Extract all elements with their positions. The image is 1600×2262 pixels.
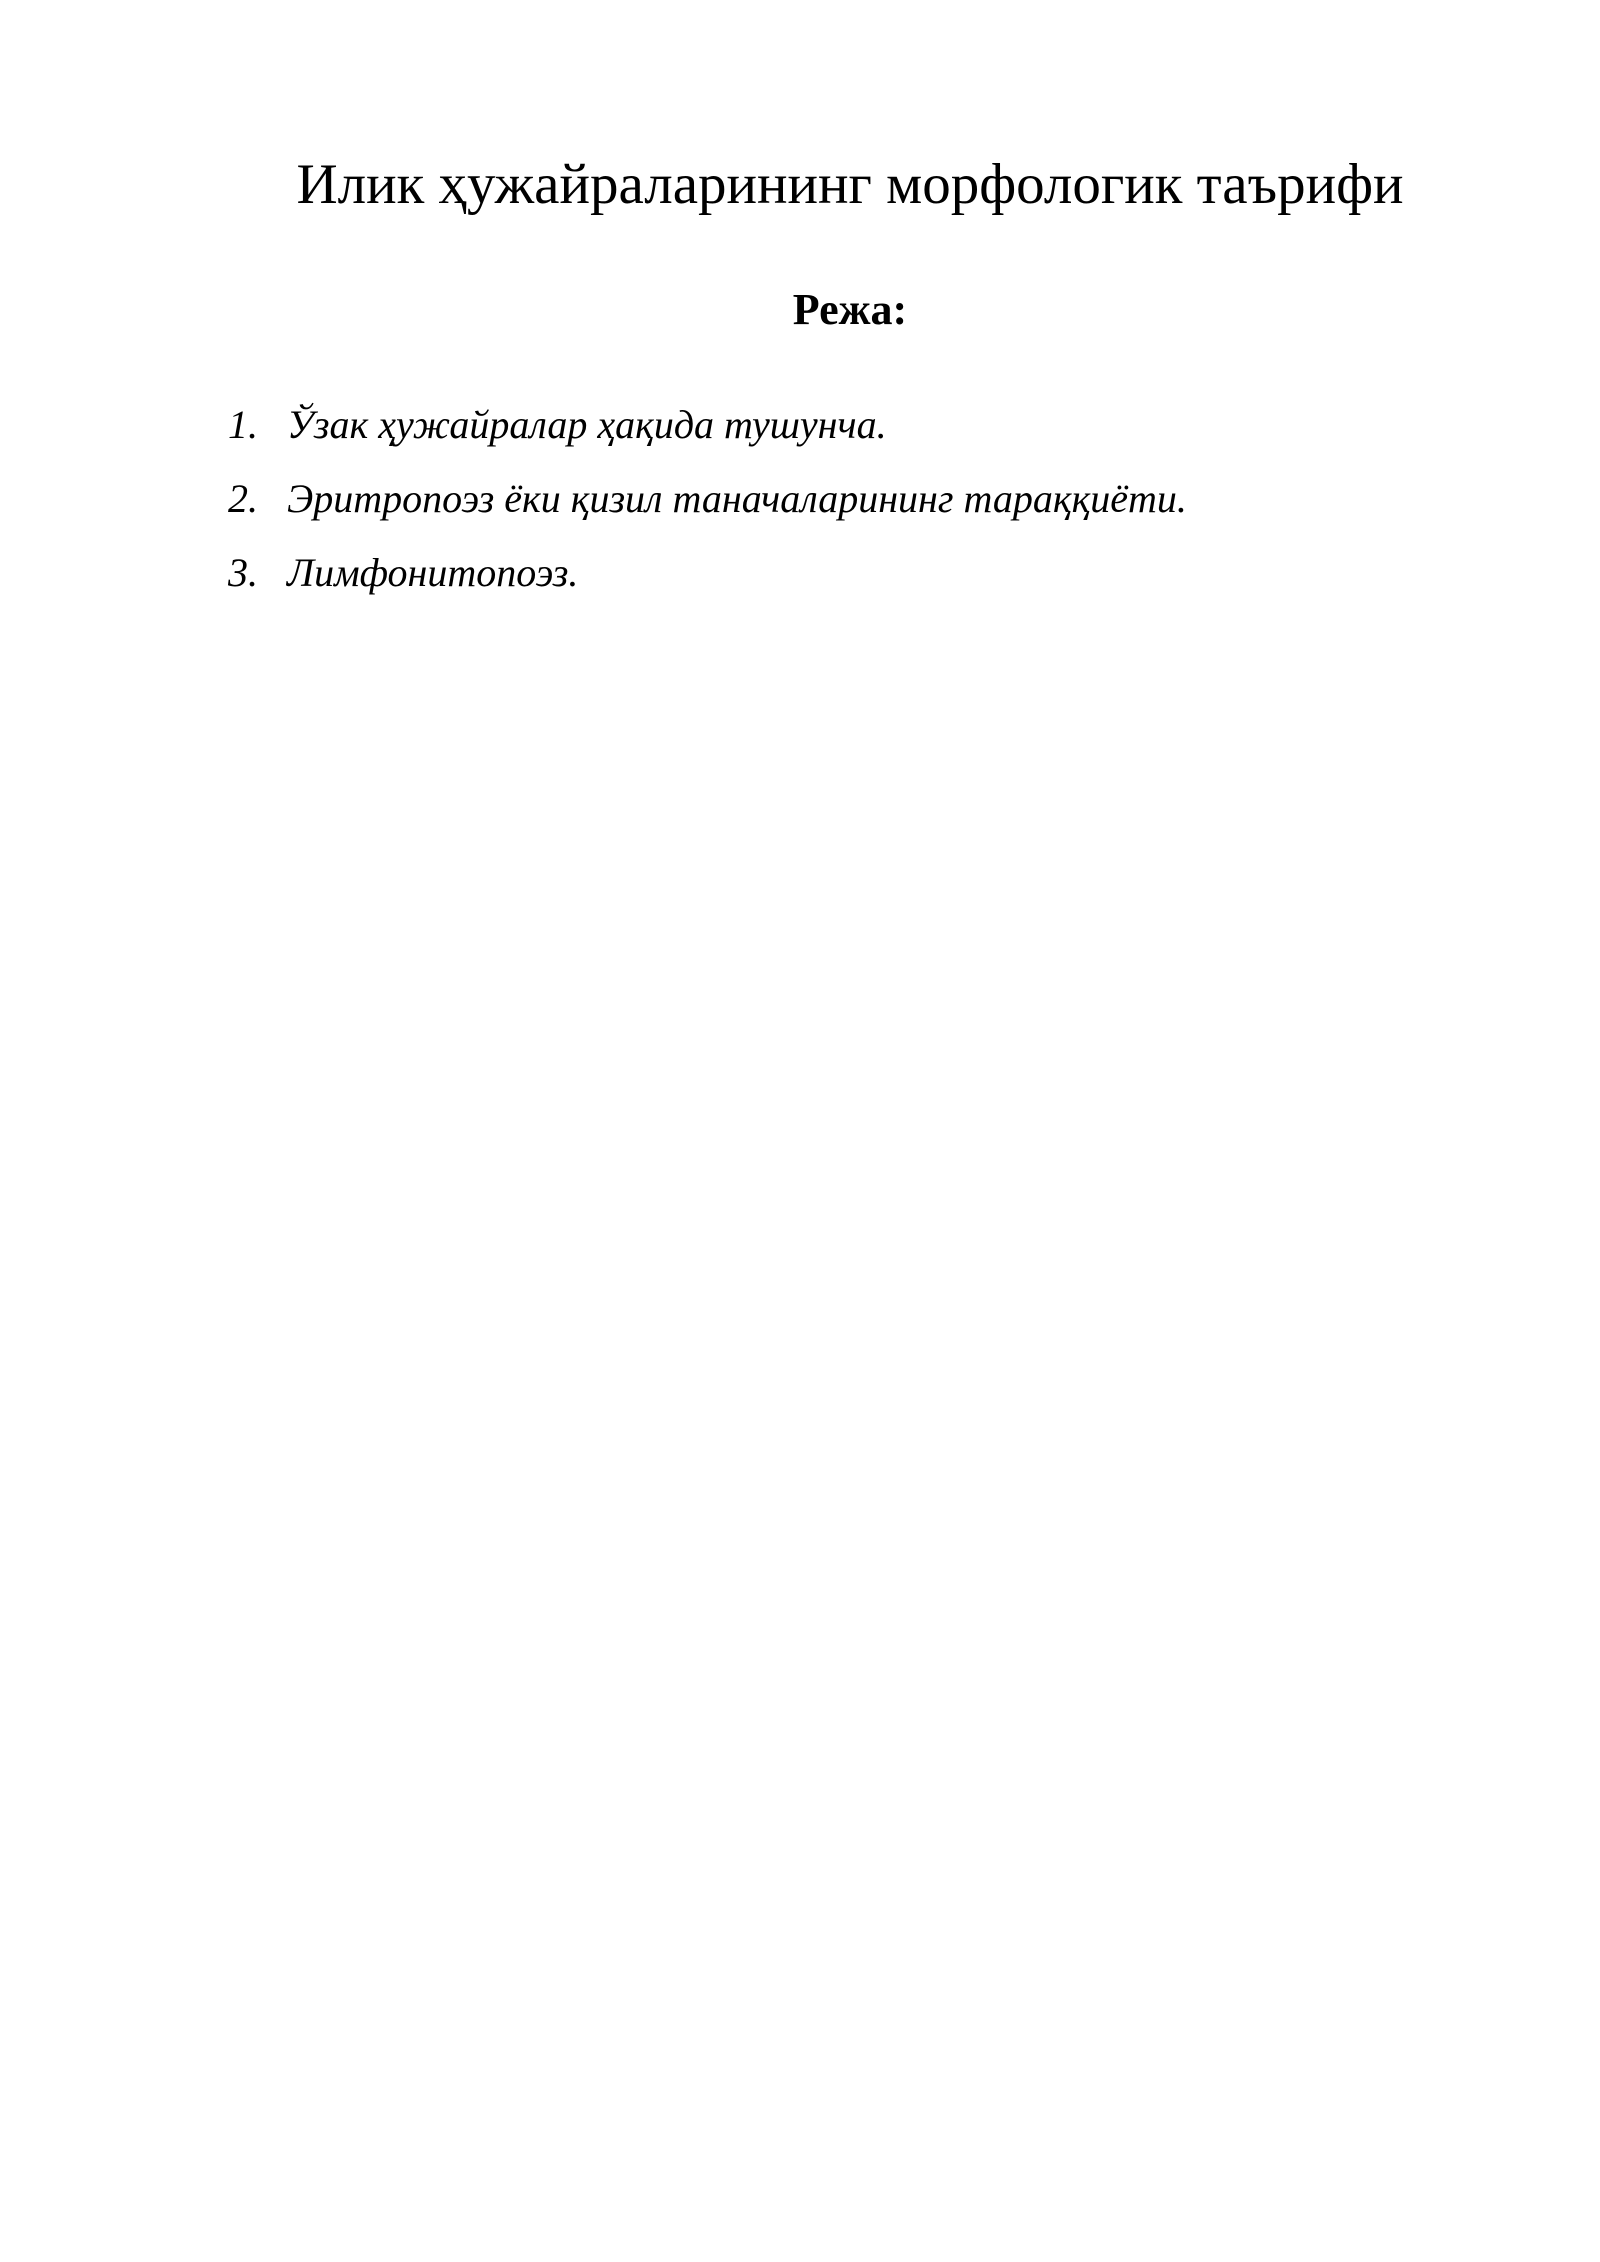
plan-item — [228, 543, 1187, 617]
plan-item — [228, 469, 1187, 543]
plan-list — [228, 395, 1187, 617]
plan-item-text: Ўзак ҳужайралар ҳақида тушунча. — [287, 402, 887, 447]
plan-heading: Режа: — [792, 285, 908, 334]
plan-item-text: Лимфонитопоэз. — [287, 550, 579, 595]
document-title: Илик ҳужайраларининг морфологик таърифи — [296, 153, 1404, 216]
plan-item-number: 3. — [228, 550, 258, 595]
plan-item-text: Эритропоэз ёки қизил таначаларининг тараққиёти. — [287, 476, 1187, 521]
plan-item-number: 2. — [228, 476, 258, 521]
plan-item-number: 1. — [228, 402, 258, 447]
plan-item — [228, 395, 1187, 469]
